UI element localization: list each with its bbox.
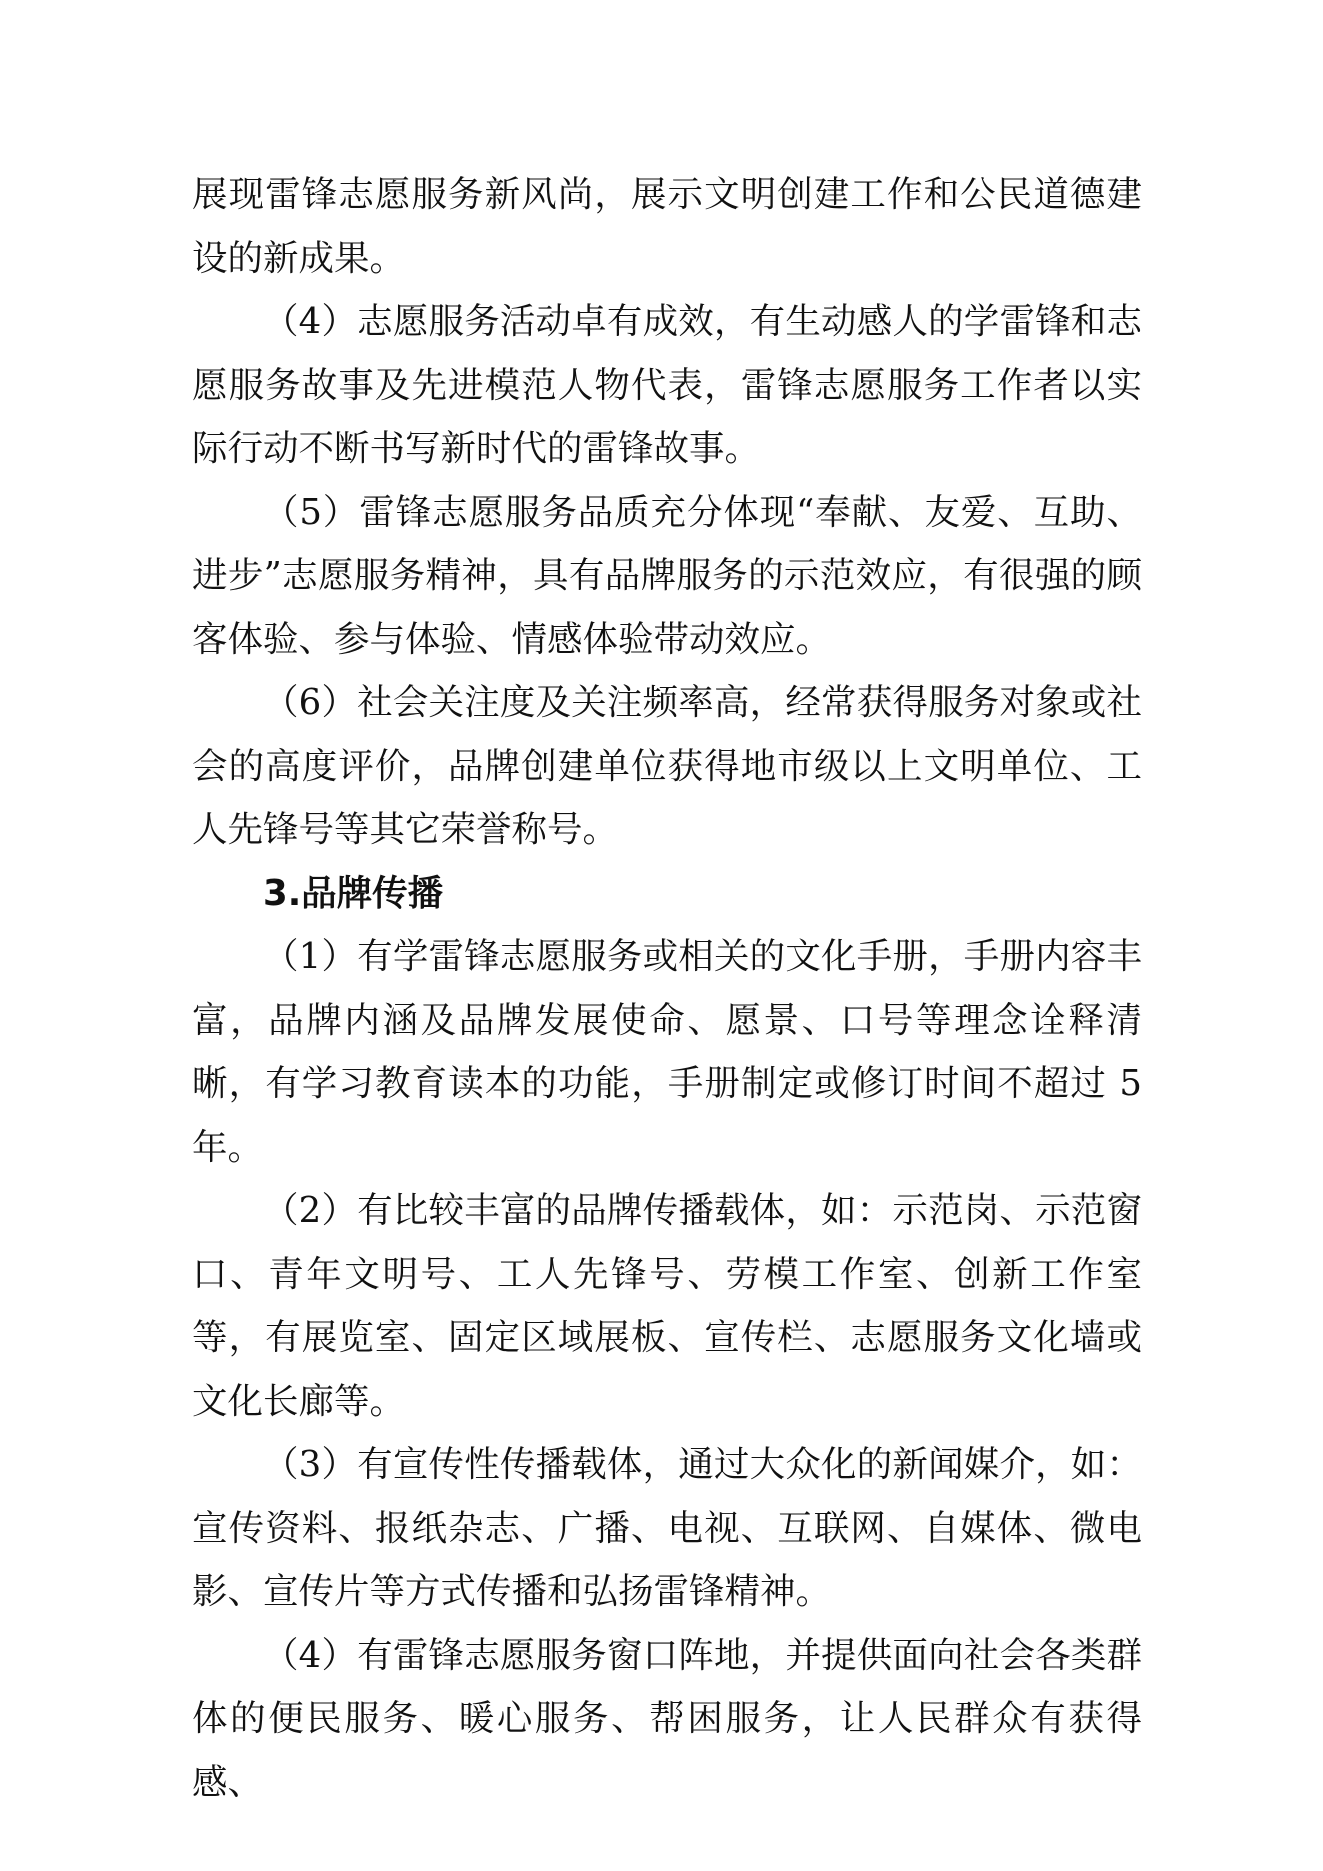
paragraph-continued: 展现雷锋志愿服务新风尚，展示文明创建工作和公民道德建设的新成果。 [192, 174, 1142, 279]
paragraph-item-1-handbook: （1）有学雷锋志愿服务或相关的文化手册，手册内容丰富，品牌内涵及品牌发展使命、愿景、口号等理念诠释清晰，有学习教育读本的功能，手册制定或修订时间不超过 5 年。 [192, 936, 1142, 1168]
paragraph-item-2-carriers: （2）有比较丰富的品牌传播载体，如：示范岗、示范窗口、青年文明号、工人先锋号、劳模工作室、创新工作室等，有展览室、固定区域展板、宣传栏、志愿服务文化墙或文化长廊等。 [192, 1190, 1142, 1422]
paragraph-item-6-attention: （6）社会关注度及关注频率高，经常获得服务对象或社会的高度评价，品牌创建单位获得地市级以上文明单位、工人先锋号等其它荣誉称号。 [192, 682, 1142, 850]
paragraph-item-4-service-window: （4）有雷锋志愿服务窗口阵地，并提供面向社会各类群体的便民服务、暖心服务、帮困服务，让人民群众有获得感、 [192, 1634, 1142, 1803]
paragraph-item-5-quality: （5）雷锋志愿服务品质充分体现“奉献、友爱、互助、进步”志愿服务精神，具有品牌服务的示范效应，有很强的顾客体验、参与体验、情感体验带动效应。 [192, 491, 1142, 660]
paragraph-item-4-achievement: （4）志愿服务活动卓有成效，有生动感人的学雷锋和志愿服务故事及先进模范人物代表，雷锋志愿服务工作者以实际行动不断书写新时代的雷锋故事。 [192, 301, 1142, 469]
paragraph-item-3-media: （3）有宣传性传播载体，通过大众化的新闻媒介，如：宣传资料、报纸杂志、广播、电视、互联网、自媒体、微电影、宣传片等方式传播和弘扬雷锋精神。 [192, 1444, 1142, 1612]
document-body [192, 163, 1142, 1814]
section-heading-brand-dissemination: 3.品牌传播 [263, 872, 444, 914]
